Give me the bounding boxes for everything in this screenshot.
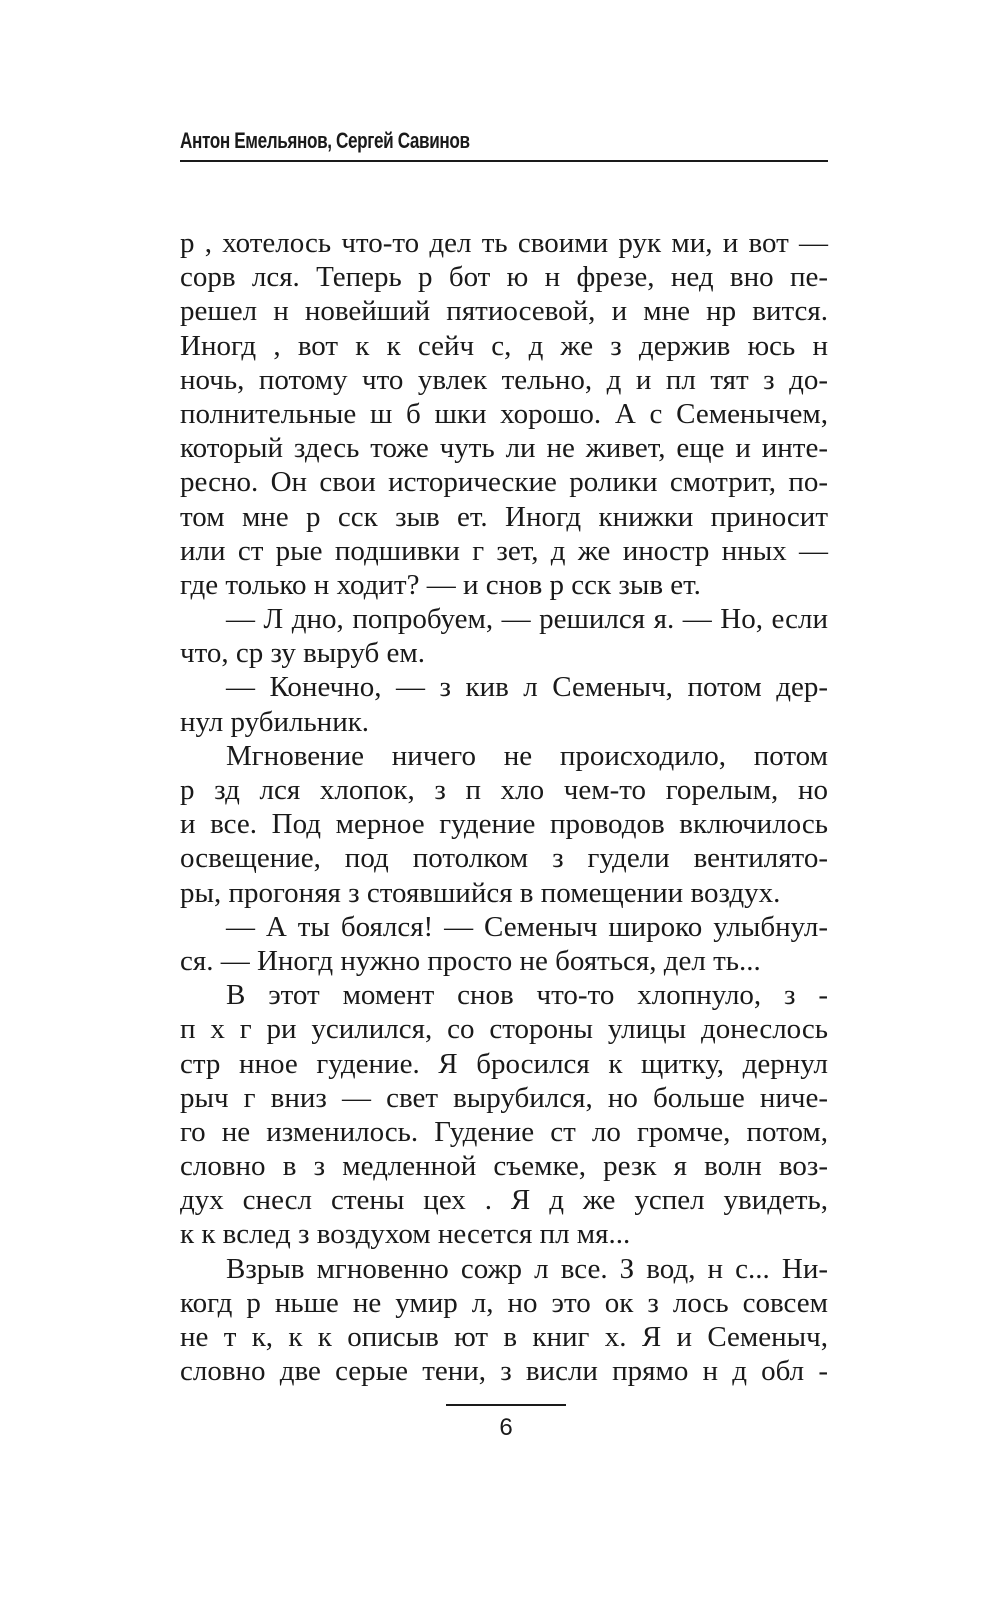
running-head-title: Антон Емельянов, Сергей Савинов xyxy=(180,128,470,153)
text-line: Взрыв мгновенно сожр л все. З вод, н с... Ни- xyxy=(226,1252,828,1285)
text-line: го не изменилось. Гудение ст ло громче, потом, xyxy=(180,1115,828,1148)
text-line: словно в з медленной съемке, резк я волн воз- xyxy=(180,1150,828,1183)
running-head xyxy=(180,118,828,162)
text-line: сорв лся. Теперь р бот ю н фрезе, нед вно пе- xyxy=(180,261,828,294)
text-line: словно две серые тени, з висли прямо н д обл - xyxy=(180,1355,828,1388)
text-line: или ст рые подшивки г зет, д же иностр нных — xyxy=(180,534,828,567)
text-line: где только н ходит? — и снов р сск зыв ет. xyxy=(180,568,701,601)
text-line: — А ты боялся! — Семеныч широко улыбнул- xyxy=(226,910,828,943)
text-line: В этот момент снов что-то хлопнуло, з - xyxy=(226,979,828,1012)
text-line: не т к, к к описыв ют в книг х. Я и Семеныч, xyxy=(180,1321,828,1353)
text-line: решел н новейший пятиосевой, и мне нр вится. xyxy=(180,295,828,328)
text-line: — Л дно, попробуем, — решился я. — Но, если xyxy=(226,603,828,636)
footer-rule xyxy=(446,1404,566,1406)
text-line: когд р ньше не умир л, но это ок з лось совсем xyxy=(180,1286,828,1319)
text-line: р , хотелось что-то дел ть своими рук ми, и вот — xyxy=(180,227,828,259)
text-line: ся. — Иногд нужно просто не бояться, дел ть... xyxy=(180,944,761,977)
text-line: дух снесл стены цех . Я д же успел увидеть, xyxy=(180,1184,828,1217)
text-line: рыч г вниз — свет вырубился, но больше ниче- xyxy=(180,1081,828,1114)
text-line: освещение, под потолком з гудели вентилято- xyxy=(180,842,828,875)
text-line: к к вслед з воздухом несется пл мя... xyxy=(180,1218,631,1251)
text-line: ночь, потому что увлек тельно, д и пл тят з до- xyxy=(180,363,828,396)
text-line: р зд лся хлопок, з п хло чем-то горелым, но xyxy=(180,774,828,806)
text-line: — Конечно, — з кив л Семеныч, потом дер- xyxy=(226,671,828,704)
text-line: ресно. Он свои исторические ролики смотрит, по- xyxy=(180,466,828,499)
text-line: и все. Под мерное гудение проводов включилось xyxy=(180,808,828,841)
text-line: стр нное гудение. Я бросился к щитку, дернул xyxy=(180,1047,828,1080)
text-line: нул рубильник. xyxy=(180,705,370,738)
text-line: п х г ри усилился, со стороны улицы донеслось xyxy=(180,1013,828,1046)
text-line: полнительные ш б шки хорошо. А с Семенычем, xyxy=(180,397,828,430)
body-text xyxy=(180,226,828,1388)
text-line: Иногд , вот к к сейч с, д же з держив юсь н xyxy=(180,329,828,362)
text-line: Мгновение ничего не происходило, потом xyxy=(226,739,828,772)
text-line: ры, прогоняя з стоявшийся в помещении воздух. xyxy=(180,876,781,909)
page-number: 6 xyxy=(499,1414,513,1441)
text-line: который здесь тоже чуть ли не живет, еще и инте- xyxy=(180,432,828,465)
text-line: том мне р сск зыв ет. Иногд книжки приносит xyxy=(180,500,828,533)
text-line: что, ср зу выруб ем. xyxy=(180,637,425,670)
